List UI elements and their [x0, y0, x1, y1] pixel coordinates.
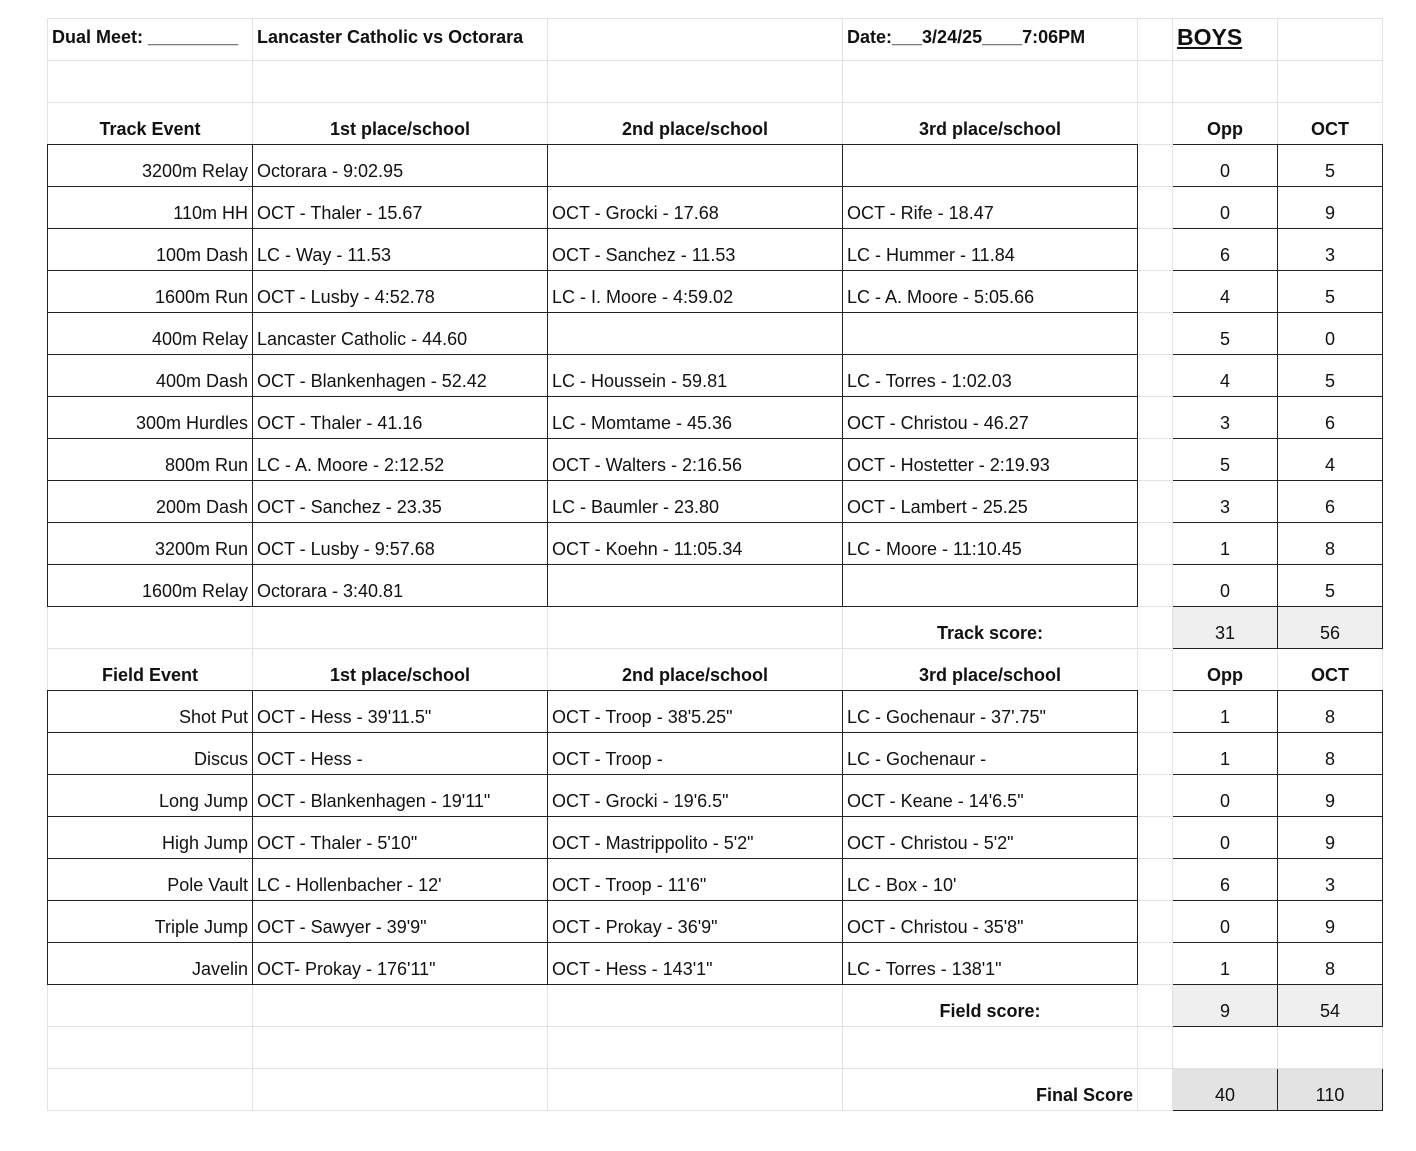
- event-name: Pole Vault: [48, 859, 253, 901]
- gap-cell: [1138, 313, 1173, 355]
- empty-cell: [48, 1027, 253, 1069]
- gap-cell: [1138, 859, 1173, 901]
- field-event-row: [48, 775, 1383, 817]
- empty-cell: [253, 1027, 548, 1069]
- gap-cell: [1138, 943, 1173, 985]
- event-name: 1600m Run: [48, 271, 253, 313]
- oct-points: 0: [1278, 313, 1383, 355]
- empty-cell: [843, 1027, 1138, 1069]
- track-event-row: [48, 565, 1383, 607]
- event-name: 200m Dash: [48, 481, 253, 523]
- oct-points: 3: [1278, 859, 1383, 901]
- oct-points: 5: [1278, 565, 1383, 607]
- gap-cell: [1138, 1069, 1173, 1111]
- gap-cell: [1138, 397, 1173, 439]
- second-place: [548, 313, 843, 355]
- first-place: OCT - Thaler - 15.67: [253, 187, 548, 229]
- oct-points: 8: [1278, 523, 1383, 565]
- track-event-row: [48, 397, 1383, 439]
- track-event-row: [48, 145, 1383, 187]
- track-header-row: [48, 103, 1383, 145]
- second-place: LC - I. Moore - 4:59.02: [548, 271, 843, 313]
- final-score-opp: 40: [1173, 1069, 1278, 1111]
- gap-cell: [1138, 691, 1173, 733]
- track-event-row: [48, 187, 1383, 229]
- field-header-first: 1st place/school: [253, 649, 548, 691]
- gap-cell: [1138, 271, 1173, 313]
- gap-cell: [1138, 607, 1173, 649]
- event-name: 3200m Run: [48, 523, 253, 565]
- third-place: LC - Gochenaur - 37'.75": [843, 691, 1138, 733]
- oct-points: 9: [1278, 775, 1383, 817]
- track-header-second: 2nd place/school: [548, 103, 843, 145]
- field-event-row: [48, 859, 1383, 901]
- opp-points: 0: [1173, 187, 1278, 229]
- third-place: LC - Box - 10': [843, 859, 1138, 901]
- field-header-event: Field Event: [48, 649, 253, 691]
- gap-cell: [1138, 817, 1173, 859]
- gap-cell: [1138, 523, 1173, 565]
- track-event-row: [48, 355, 1383, 397]
- event-name: 400m Dash: [48, 355, 253, 397]
- first-place: OCT - Blankenhagen - 52.42: [253, 355, 548, 397]
- field-header-third: 3rd place/school: [843, 649, 1138, 691]
- score-table: [47, 18, 1383, 1111]
- third-place: LC - Hummer - 11.84: [843, 229, 1138, 271]
- event-name: 800m Run: [48, 439, 253, 481]
- opp-points: 1: [1173, 943, 1278, 985]
- gender-label: BOYS: [1173, 19, 1278, 61]
- event-name: Shot Put: [48, 691, 253, 733]
- second-place: LC - Houssein - 59.81: [548, 355, 843, 397]
- empty-cell: [1138, 1027, 1173, 1069]
- final-score-label: Final Score: [843, 1069, 1138, 1111]
- opp-points: 1: [1173, 733, 1278, 775]
- meet-date: Date:___3/24/25____7:06PM: [843, 19, 1138, 61]
- meet-label: Dual Meet: _________: [48, 19, 253, 61]
- field-event-row: [48, 733, 1383, 775]
- opp-points: 3: [1173, 481, 1278, 523]
- oct-points: 6: [1278, 481, 1383, 523]
- oct-points: 3: [1278, 229, 1383, 271]
- field-header-row: [48, 649, 1383, 691]
- gap-cell: [1138, 775, 1173, 817]
- final-score-row: [48, 1069, 1383, 1111]
- second-place: LC - Baumler - 23.80: [548, 481, 843, 523]
- track-header-third: 3rd place/school: [843, 103, 1138, 145]
- event-name: 110m HH: [48, 187, 253, 229]
- gap-cell: [1138, 229, 1173, 271]
- track-header-event: Track Event: [48, 103, 253, 145]
- empty-cell: [548, 1069, 843, 1111]
- opp-points: 1: [1173, 523, 1278, 565]
- empty-cell: [48, 1069, 253, 1111]
- empty-cell: [1173, 1027, 1278, 1069]
- second-place: OCT - Prokay - 36'9": [548, 901, 843, 943]
- third-place: OCT - Christou - 5'2": [843, 817, 1138, 859]
- track-score-oct: 56: [1278, 607, 1383, 649]
- oct-points: 5: [1278, 355, 1383, 397]
- first-place: OCT - Blankenhagen - 19'11": [253, 775, 548, 817]
- title-row: [48, 19, 1383, 61]
- gap-cell: [1138, 439, 1173, 481]
- second-place: OCT - Walters - 2:16.56: [548, 439, 843, 481]
- empty-cell: [548, 19, 843, 61]
- third-place: LC - Gochenaur -: [843, 733, 1138, 775]
- third-place: LC - A. Moore - 5:05.66: [843, 271, 1138, 313]
- empty-cell: [1278, 1027, 1383, 1069]
- first-place: OCT - Lusby - 9:57.68: [253, 523, 548, 565]
- third-place: OCT - Keane - 14'6.5": [843, 775, 1138, 817]
- opp-points: 1: [1173, 691, 1278, 733]
- first-place: OCT - Sanchez - 23.35: [253, 481, 548, 523]
- first-place: Lancaster Catholic - 44.60: [253, 313, 548, 355]
- first-place: LC - Hollenbacher - 12': [253, 859, 548, 901]
- second-place: OCT - Troop -: [548, 733, 843, 775]
- oct-points: 5: [1278, 145, 1383, 187]
- third-place: LC - Torres - 1:02.03: [843, 355, 1138, 397]
- second-place: OCT - Troop - 38'5.25": [548, 691, 843, 733]
- field-event-row: [48, 943, 1383, 985]
- field-header-second: 2nd place/school: [548, 649, 843, 691]
- opp-points: 0: [1173, 901, 1278, 943]
- track-header-oct: OCT: [1278, 103, 1383, 145]
- event-name: Discus: [48, 733, 253, 775]
- field-header-opp: Opp: [1173, 649, 1278, 691]
- opp-points: 6: [1173, 229, 1278, 271]
- opp-points: 0: [1173, 565, 1278, 607]
- event-name: Javelin: [48, 943, 253, 985]
- opp-points: 0: [1173, 817, 1278, 859]
- empty-cell: [253, 1069, 548, 1111]
- field-event-row: [48, 691, 1383, 733]
- oct-points: 6: [1278, 397, 1383, 439]
- opp-points: 4: [1173, 355, 1278, 397]
- event-name: 100m Dash: [48, 229, 253, 271]
- empty-cell: [548, 985, 843, 1027]
- track-event-row: [48, 271, 1383, 313]
- track-event-row: [48, 481, 1383, 523]
- field-score-row: [48, 985, 1383, 1027]
- third-place: LC - Moore - 11:10.45: [843, 523, 1138, 565]
- field-score-oct: 54: [1278, 985, 1383, 1027]
- oct-points: 9: [1278, 817, 1383, 859]
- oct-points: 9: [1278, 901, 1383, 943]
- field-score-label: Field score:: [843, 985, 1138, 1027]
- gap-cell: [1138, 733, 1173, 775]
- empty-cell: [548, 1027, 843, 1069]
- third-place: [843, 565, 1138, 607]
- track-event-row: [48, 313, 1383, 355]
- track-header-first: 1st place/school: [253, 103, 548, 145]
- second-place: OCT - Sanchez - 11.53: [548, 229, 843, 271]
- track-event-row: [48, 439, 1383, 481]
- empty-cell: [48, 985, 253, 1027]
- third-place: OCT - Rife - 18.47: [843, 187, 1138, 229]
- opp-points: 0: [1173, 145, 1278, 187]
- second-place: [548, 565, 843, 607]
- track-event-row: [48, 523, 1383, 565]
- first-place: OCT - Hess -: [253, 733, 548, 775]
- track-score-opp: 31: [1173, 607, 1278, 649]
- third-place: OCT - Hostetter - 2:19.93: [843, 439, 1138, 481]
- empty-cell: [1138, 19, 1173, 61]
- oct-points: 5: [1278, 271, 1383, 313]
- final-score-oct: 110: [1278, 1069, 1383, 1111]
- second-place: OCT - Mastrippolito - 5'2": [548, 817, 843, 859]
- opp-points: 5: [1173, 439, 1278, 481]
- track-score-label: Track score:: [843, 607, 1138, 649]
- spacer-row: [48, 1027, 1383, 1069]
- spacer-row: [48, 61, 1383, 103]
- field-header-oct: OCT: [1278, 649, 1383, 691]
- oct-points: 8: [1278, 733, 1383, 775]
- gap-cell: [1138, 187, 1173, 229]
- second-place: OCT - Grocki - 17.68: [548, 187, 843, 229]
- second-place: OCT - Koehn - 11:05.34: [548, 523, 843, 565]
- score-sheet: [47, 18, 1383, 1111]
- third-place: [843, 313, 1138, 355]
- event-name: 1600m Relay: [48, 565, 253, 607]
- opp-points: 0: [1173, 775, 1278, 817]
- event-name: 300m Hurdles: [48, 397, 253, 439]
- third-place: OCT - Christou - 35'8": [843, 901, 1138, 943]
- second-place: [548, 145, 843, 187]
- third-place: [843, 145, 1138, 187]
- first-place: LC - Way - 11.53: [253, 229, 548, 271]
- first-place: OCT - Sawyer - 39'9": [253, 901, 548, 943]
- event-name: Long Jump: [48, 775, 253, 817]
- meet-name: Lancaster Catholic vs Octorara: [253, 19, 548, 61]
- third-place: OCT - Lambert - 25.25: [843, 481, 1138, 523]
- empty-cell: [548, 607, 843, 649]
- oct-points: 4: [1278, 439, 1383, 481]
- third-place: LC - Torres - 138'1": [843, 943, 1138, 985]
- second-place: LC - Momtame - 45.36: [548, 397, 843, 439]
- opp-points: 4: [1173, 271, 1278, 313]
- oct-points: 8: [1278, 943, 1383, 985]
- second-place: OCT - Troop - 11'6": [548, 859, 843, 901]
- oct-points: 9: [1278, 187, 1383, 229]
- event-name: High Jump: [48, 817, 253, 859]
- first-place: OCT - Thaler - 41.16: [253, 397, 548, 439]
- track-header-opp: Opp: [1173, 103, 1278, 145]
- event-name: 400m Relay: [48, 313, 253, 355]
- first-place: OCT - Lusby - 4:52.78: [253, 271, 548, 313]
- first-place: Octorara - 3:40.81: [253, 565, 548, 607]
- gap-cell: [1138, 901, 1173, 943]
- empty-cell: [48, 607, 253, 649]
- track-event-row: [48, 229, 1383, 271]
- gap-cell: [1138, 985, 1173, 1027]
- empty-cell: [253, 985, 548, 1027]
- opp-points: 6: [1173, 859, 1278, 901]
- empty-cell: [1278, 19, 1383, 61]
- field-event-row: [48, 901, 1383, 943]
- field-score-opp: 9: [1173, 985, 1278, 1027]
- first-place: OCT - Thaler - 5'10": [253, 817, 548, 859]
- oct-points: 8: [1278, 691, 1383, 733]
- empty-cell: [253, 607, 548, 649]
- first-place: OCT - Hess - 39'11.5": [253, 691, 548, 733]
- track-score-row: [48, 607, 1383, 649]
- opp-points: 3: [1173, 397, 1278, 439]
- gap-cell: [1138, 481, 1173, 523]
- event-name: Triple Jump: [48, 901, 253, 943]
- event-name: 3200m Relay: [48, 145, 253, 187]
- first-place: Octorara - 9:02.95: [253, 145, 548, 187]
- gap-cell: [1138, 355, 1173, 397]
- first-place: LC - A. Moore - 2:12.52: [253, 439, 548, 481]
- third-place: OCT - Christou - 46.27: [843, 397, 1138, 439]
- gap-cell: [1138, 565, 1173, 607]
- second-place: OCT - Grocki - 19'6.5": [548, 775, 843, 817]
- field-event-row: [48, 817, 1383, 859]
- first-place: OCT- Prokay - 176'11": [253, 943, 548, 985]
- second-place: OCT - Hess - 143'1": [548, 943, 843, 985]
- gap-cell: [1138, 649, 1173, 691]
- gap-cell: [1138, 145, 1173, 187]
- opp-points: 5: [1173, 313, 1278, 355]
- score-table-body: [48, 19, 1383, 1111]
